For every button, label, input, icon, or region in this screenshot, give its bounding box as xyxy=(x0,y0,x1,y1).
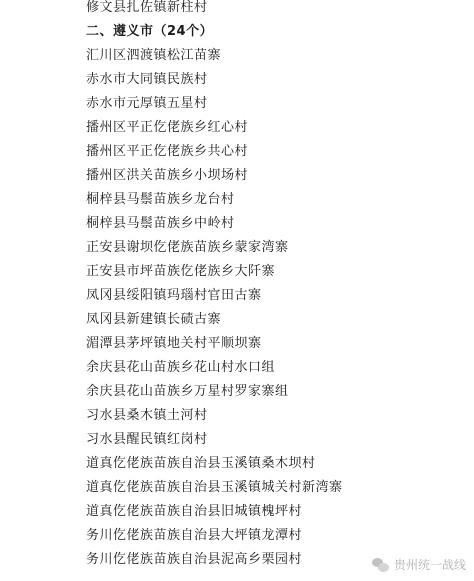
list-item: 务川仡佬族苗族自治县大坪镇龙潭村 xyxy=(86,528,303,543)
list-item: 道真仡佬族苗族自治县旧城镇槐坪村 xyxy=(86,504,303,519)
list-item: 务川仡佬族苗族自治县泥高乡栗园村 xyxy=(86,552,303,567)
list-item: 播州区洪关苗族乡小坝场村 xyxy=(86,168,249,183)
wechat-icon xyxy=(372,558,390,572)
list-item: 修文县扎佐镇新柱村 xyxy=(86,0,208,15)
list-item: 习水县醒民镇红岗村 xyxy=(86,432,208,447)
list-item: 桐梓县马鬃苗族乡中岭村 xyxy=(86,216,235,231)
list-item: 赤水市元厚镇五星村 xyxy=(86,96,208,111)
list-item: 汇川区泗渡镇松江苗寨 xyxy=(86,48,222,63)
list-item: 凤冈县新建镇长碛古寨 xyxy=(86,312,222,327)
list-item: 播州区平正仡佬族乡红心村 xyxy=(86,120,249,135)
list-item: 习水县桑木镇土河村 xyxy=(86,408,208,423)
list-item: 正安县谢坝仡佬族苗族乡蒙家湾寨 xyxy=(86,240,289,255)
list-item: 凤冈县绥阳镇玛瑙村官田古寨 xyxy=(86,288,262,303)
list-item: 余庆县花山苗族乡万星村罗家寨组 xyxy=(86,384,289,399)
watermark xyxy=(372,556,466,573)
list-item: 道真仡佬族苗族自治县玉溪镇桑木坝村 xyxy=(86,456,316,471)
list-item: 播州区平正仡佬族乡共心村 xyxy=(86,144,249,159)
list-item: 余庆县花山苗族乡花山村水口组 xyxy=(86,360,276,375)
list-item: 湄潭县茅坪镇地关村平顺坝寨 xyxy=(86,336,262,351)
section-heading: 二、遵义市（24个） xyxy=(86,24,214,39)
watermark-text: 贵州统一战线 xyxy=(393,558,466,572)
list-item: 道真仡佬族苗族自治县玉溪镇城关村新湾寨 xyxy=(86,480,343,495)
list-item: 赤水市大同镇民族村 xyxy=(86,72,208,87)
document-body xyxy=(86,0,466,572)
list-item: 正安县市坪苗族仡佬族乡大阡寨 xyxy=(86,264,276,279)
list-item: 桐梓县马鬃苗族乡龙台村 xyxy=(86,192,235,207)
